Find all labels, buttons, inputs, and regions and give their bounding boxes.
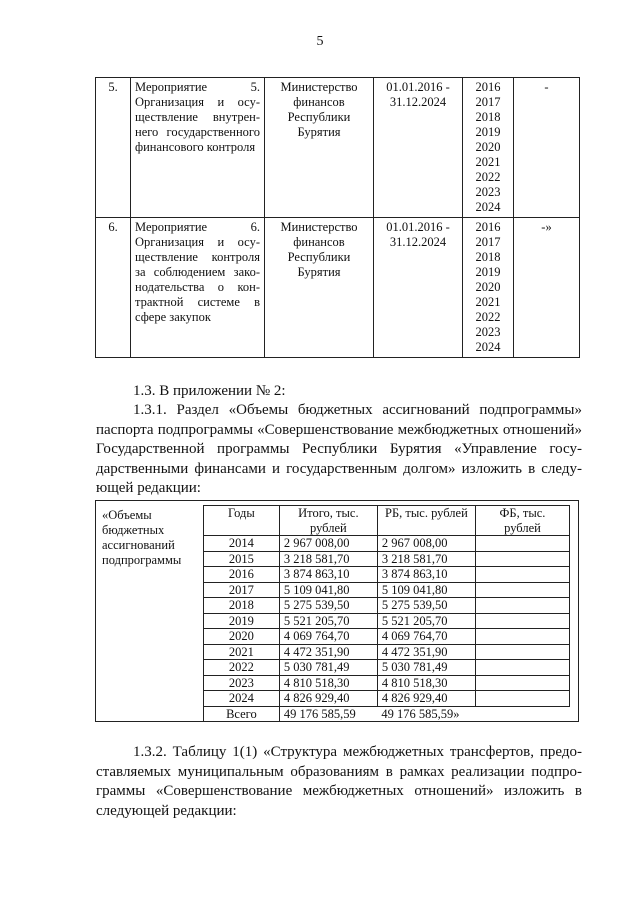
rb-cell: 5 521 205,70 <box>377 613 475 629</box>
fb-cell <box>475 691 569 707</box>
year-cell: 2016 <box>204 567 280 583</box>
header-years: Годы <box>204 506 280 536</box>
responsible-ministry: Министерство финансов Республики Бурятия <box>265 218 374 358</box>
total-cell: 4 069 764,70 <box>279 629 377 645</box>
fb-cell <box>475 551 569 567</box>
year: 2017 <box>475 95 501 109</box>
budget-allocations-label: «Объемы бюджетных ассигнований подпрограммы <box>102 508 182 567</box>
total-cell: 4 810 518,30 <box>279 675 377 691</box>
paragraph-1-3: 1.3. В приложении № 2: <box>133 383 286 399</box>
table-row <box>204 567 570 583</box>
last-cell: -» <box>514 218 580 358</box>
year: 2016 <box>475 220 501 234</box>
table-row <box>204 551 570 567</box>
page-number: 5 <box>316 34 324 49</box>
total-cell: 3 874 863,10 <box>279 567 377 583</box>
fb-cell <box>475 536 569 552</box>
year-cell: 2023 <box>204 675 280 691</box>
budget-allocations-table <box>203 505 570 721</box>
fb-cell <box>475 582 569 598</box>
last-cell: - <box>514 78 580 218</box>
year: 2018 <box>475 250 501 264</box>
total-sum-cell: 49 176 585,59 <box>279 706 377 721</box>
year: 2021 <box>475 295 501 309</box>
year: 2016 <box>475 80 501 94</box>
header-fb: ФБ, тыс. рублей <box>475 506 569 536</box>
year: 2022 <box>475 170 501 184</box>
activities-table <box>95 77 580 358</box>
years-list <box>463 218 514 358</box>
table-row <box>96 78 580 218</box>
table-row <box>204 582 570 598</box>
year: 2022 <box>475 310 501 324</box>
paragraph-1-3-1: 1.3.1. Раздел «Объемы бюджетных ассигнований подпрограммы» паспорта подпрограммы «Совершенствование межбюджетных отношений» Государственной программы Республики Бурятия «Управление государственными финансами и государственным долгом» изложить в следующей редакции: <box>96 402 582 496</box>
table-row <box>204 536 570 552</box>
year-cell: 2018 <box>204 598 280 614</box>
rb-cell: 4 810 518,30 <box>377 675 475 691</box>
fb-cell <box>475 613 569 629</box>
rb-cell: 5 275 539,50 <box>377 598 475 614</box>
total-cell: 5 275 539,50 <box>279 598 377 614</box>
fb-cell <box>475 598 569 614</box>
year: 2021 <box>475 155 501 169</box>
year: 2017 <box>475 235 501 249</box>
table-row <box>204 598 570 614</box>
total-cell: 5 030 781,49 <box>279 660 377 676</box>
row-number: 5. <box>96 78 131 218</box>
years-list <box>463 78 514 218</box>
rb-cell: 3 218 581,70 <box>377 551 475 567</box>
year-cell: 2020 <box>204 629 280 645</box>
total-cell: 4 826 929,40 <box>279 691 377 707</box>
header-rb: РБ, тыс. рублей <box>377 506 475 536</box>
table-header-row <box>204 506 570 536</box>
fb-cell <box>475 629 569 645</box>
rb-cell: 5 030 781,49 <box>377 660 475 676</box>
rb-cell: 4 472 351,90 <box>377 644 475 660</box>
fb-cell <box>475 644 569 660</box>
rb-cell: 4 826 929,40 <box>377 691 475 707</box>
total-fb-cell <box>475 706 569 721</box>
year-cell: 2022 <box>204 660 280 676</box>
year: 2018 <box>475 110 501 124</box>
activity-description: Мероприятие 5. Организация и осуществление внутреннего государственного финансового контроля <box>131 78 265 218</box>
total-cell: 5 521 205,70 <box>279 613 377 629</box>
year: 2024 <box>475 200 501 214</box>
table-row <box>96 218 580 358</box>
budget-allocations-block <box>95 500 579 722</box>
year: 2019 <box>475 265 501 279</box>
activity-description: Мероприятие 6. Организация и осуществление контроля за соблюдением законодательства о контрактной системе в сфере закупок <box>131 218 265 358</box>
year-cell: 2015 <box>204 551 280 567</box>
rb-cell: 4 069 764,70 <box>377 629 475 645</box>
year: 2020 <box>475 140 501 154</box>
total-rb-cell: 49 176 585,59» <box>381 706 460 721</box>
total-cell: 5 109 041,80 <box>279 582 377 598</box>
row-number: 6. <box>96 218 131 358</box>
year: 2020 <box>475 280 501 294</box>
year: 2023 <box>475 185 501 199</box>
year-cell: 2014 <box>204 536 280 552</box>
responsible-ministry: Министерство финансов Республики Бурятия <box>265 78 374 218</box>
fb-cell <box>475 567 569 583</box>
fb-cell <box>475 660 569 676</box>
header-total: Итого, тыс. рублей <box>279 506 377 536</box>
paragraph-1-3-2: 1.3.2. Таблицу 1(1) «Структура межбюджетных трансфертов, предоставляемых муниципальным образованиям в рамках реализации подпрограммы «Совершенствование межбюджетных отношений» изложить в следующей редакции: <box>96 744 582 819</box>
table-row <box>204 660 570 676</box>
year: 2024 <box>475 340 501 354</box>
rb-cell: 5 109 041,80 <box>377 582 475 598</box>
fb-cell <box>475 675 569 691</box>
table-row <box>204 613 570 629</box>
period: 01.01.2016 - 31.12.2024 <box>374 218 463 358</box>
year-cell: 2019 <box>204 613 280 629</box>
period: 01.01.2016 - 31.12.2024 <box>374 78 463 218</box>
total-row <box>204 706 570 721</box>
table-row <box>204 644 570 660</box>
year-cell: 2021 <box>204 644 280 660</box>
year: 2023 <box>475 325 501 339</box>
rb-cell: 3 874 863,10 <box>377 567 475 583</box>
year: 2019 <box>475 125 501 139</box>
total-year-cell: Всего <box>204 706 280 721</box>
table-row <box>204 675 570 691</box>
year-cell: 2024 <box>204 691 280 707</box>
total-cell: 4 472 351,90 <box>279 644 377 660</box>
total-cell: 3 218 581,70 <box>279 551 377 567</box>
total-cell: 2 967 008,00 <box>279 536 377 552</box>
year-cell: 2017 <box>204 582 280 598</box>
rb-cell: 2 967 008,00 <box>377 536 475 552</box>
table-row <box>204 629 570 645</box>
table-row <box>204 691 570 707</box>
